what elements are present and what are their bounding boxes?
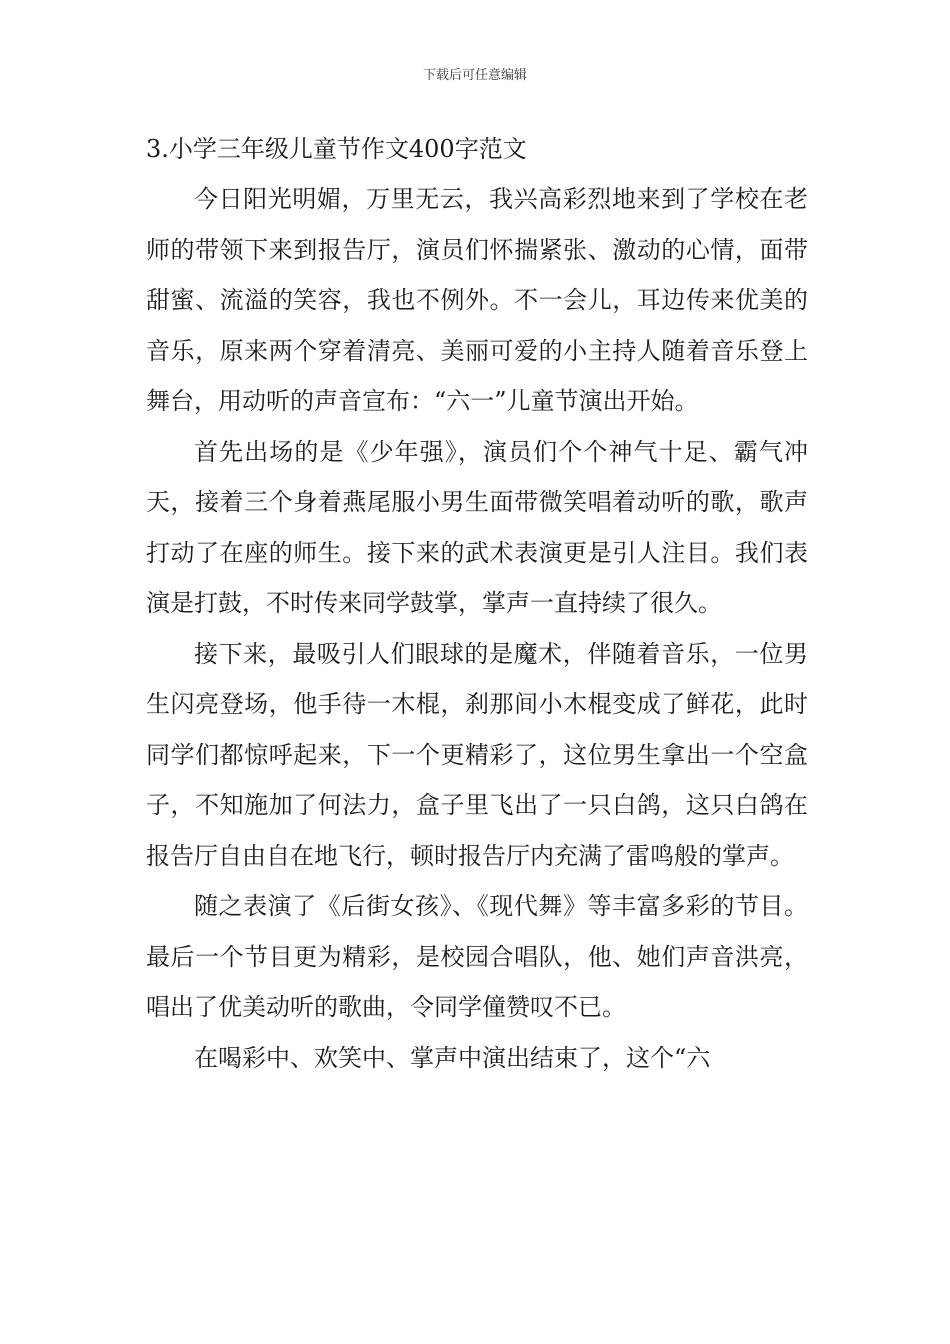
paragraph-2: 首先出场的是《少年强》，演员们个个神气十足、霸气冲天，接着三个身着燕尾服小男生面带微笑唱着动听的歌，歌声打动了在座的师生。接下来的武术表演更是引人注目。我们表演是打鼓，不时传来同学鼓掌，掌声一直持续了很久。 — [146, 437, 808, 617]
paragraph-3: 接下来，最吸引人们眼球的是魔术，伴随着音乐，一位男生闪亮登场，他手待一木棍，刹那间小木棍变成了鲜花，此时同学们都惊呼起来，下一个更精彩了，这位男生拿出一个空盒子，不知施加了何法力，盒子里飞出了一只白鸽，这只白鸽在报告厅自由自在地飞行，顿时报告厅内充满了雷鸣般的掌声。 — [146, 639, 808, 870]
paragraph-1: 今日阳光明媚，万里无云，我兴高彩烈地来到了学校在老师的带领下来到报告厅，演员们怀揣紧张、激动的心情，面带甜蜜、流溢的笑容，我也不例外。不一会儿，耳边传来优美的音乐，原来两个穿着清亮、美丽可爱的小主持人随着音乐登上舞台，用动听的声音宣布：“六一”儿童节演出开始。 — [146, 185, 808, 415]
document-title: 3.小学三年级儿童节作文400字范文 — [146, 135, 527, 163]
paragraph-5: 在喝彩中、欢笑中、掌声中演出结束了，这个“六 — [194, 1043, 711, 1072]
paragraph-4: 随之表演了《后街女孩》、《现代舞》等丰富多彩的节目。最后一个节目更为精彩，是校园合唱队，他、她们声音洪亮，唱出了优美动听的歌曲，令同学僮赞叹不已。 — [146, 892, 808, 1021]
page-header: 下载后可任意编辑 — [422, 68, 527, 83]
document-body — [146, 124, 808, 1083]
